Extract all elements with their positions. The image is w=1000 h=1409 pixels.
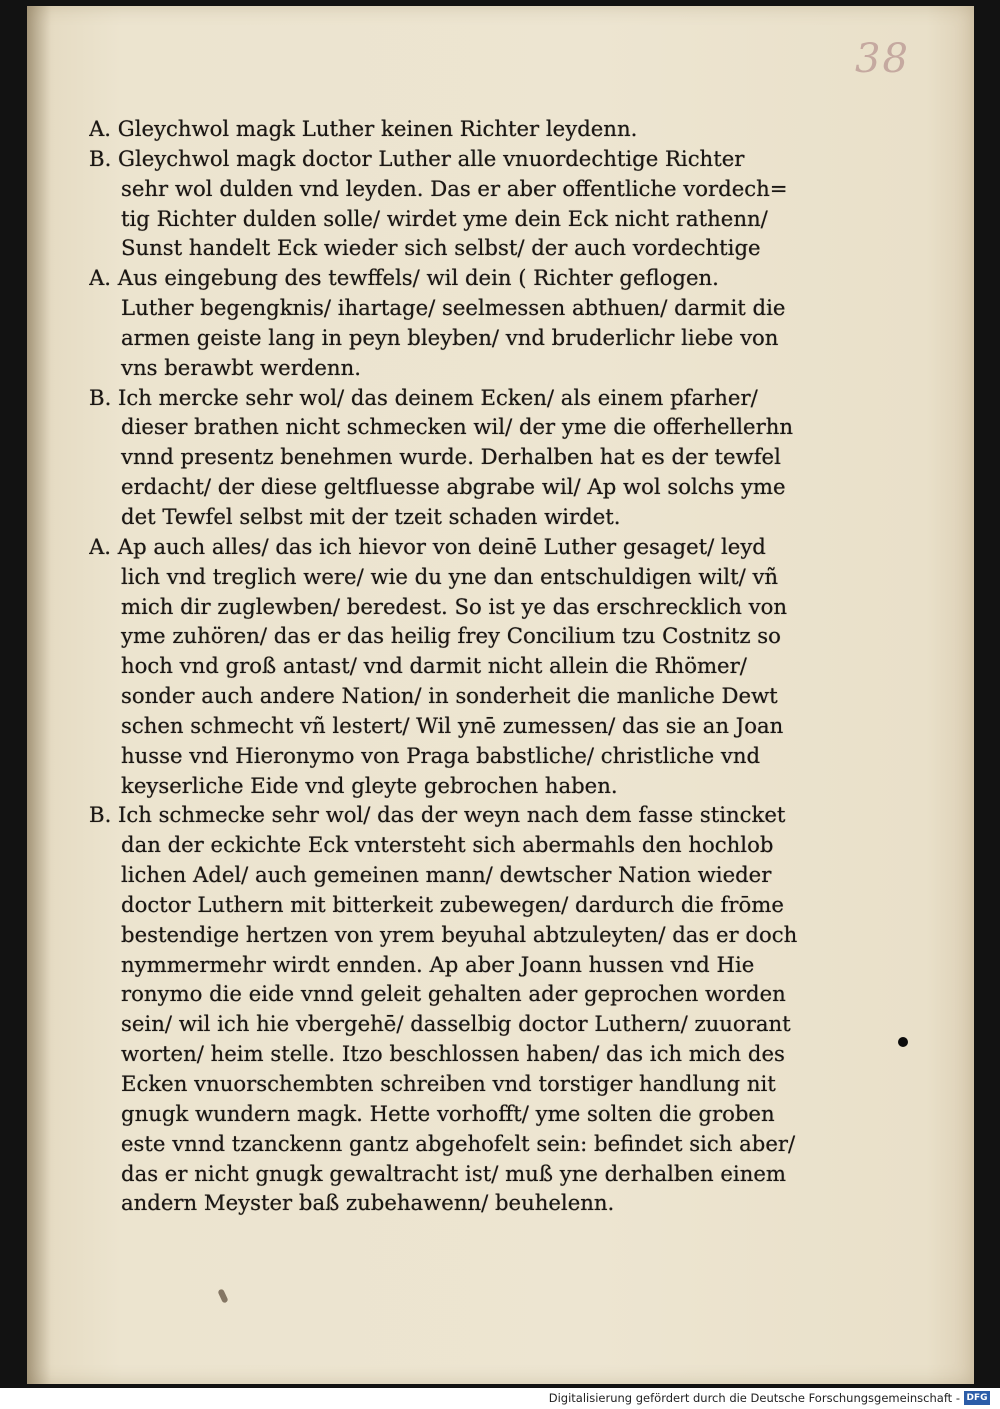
ink-speck [217,1288,228,1303]
text-line: Luther begengknis/ ihartage/ seelmessen abthuen/ darmit die [121,295,786,321]
dfg-logo: DFG [964,1391,990,1405]
text-line: dan der eckichte Eck vntersteht sich abermahls den hochlob [121,832,774,858]
text-line: mich dir zuglewben/ beredest. So ist ye das erschrecklich von [121,593,788,619]
text-line: erdacht/ der diese geltfluesse abgrabe wil/ Ap wol solchs yme [121,474,786,500]
text-line: vns berawbt werdenn. [121,354,361,380]
text-line: das er nicht gnugk gewaltracht ist/ muß yne derhalben einem [121,1160,786,1186]
text-line: lich vnd treglich were/ wie du yne dan entschuldigen wilt/ vñ [121,563,779,589]
text-line: lichen Adel/ auch gemeinen mann/ dewtscher Nation wieder [121,862,772,888]
gutter-shadow [27,6,51,1384]
text-line: armen geiste lang in peyn bleyben/ vnd bruderlichr liebe von [121,324,779,350]
text-line: tig Richter dulden solle/ wirdet yme dein Eck nicht rathenn/ [121,205,768,231]
text-line: worten/ heim stelle. Itzo beschlossen haben/ das ich mich des [121,1041,785,1067]
book-page [27,6,974,1384]
text-line: este vnnd tzanckenn gantz abgehofelt sein: befindet sich aber/ [121,1130,796,1156]
text-line: yme zuhören/ das er das heilig frey Concilium tzu Costnitz so [121,623,781,649]
text-line: det Tewfel selbst mit der tzeit schaden wirdet. [121,503,621,529]
text-line: B. Ich mercke sehr wol/ das deinem Ecken/ als einem pfarher/ [89,384,758,410]
text-line: sehr wol dulden vnd leyden. Das er aber offentliche vordech= [121,175,788,201]
text-line: andern Meyster baß zubehawenn/ beuhelenn. [121,1190,615,1216]
text-line: nymmermehr wirdt ennden. Ap aber Joann hussen vnd Hie [121,951,755,977]
text-line: vnnd presentz benehmen wurde. Derhalben hat es der tewfel [121,444,781,470]
text-line: doctor Luthern mit bitterkeit zubewegen/ dardurch die frōme [121,891,784,917]
text-line: sonder auch andere Nation/ in sonderheit die manliche Dewt [121,683,778,709]
text-line: gnugk wundern magk. Hette vorhofft/ yme solten die groben [121,1100,775,1126]
folio-number: 38 [855,36,910,82]
text-line: husse vnd Hieronymo von Praga babstliche/ christliche vnd [121,742,761,768]
footer-bar [0,1388,1000,1409]
text-line: B. Gleychwol magk doctor Luther alle vnuordechtige Richter [89,145,745,171]
text-line: A. Ap auch alles/ das ich hievor von deinē Luther gesaget/ leyd [89,533,766,559]
ink-dot [898,1037,908,1047]
text-line: sein/ wil ich hie vbergehē/ dasselbig doctor Luthern/ zuuorant [121,1011,791,1037]
text-line: Ecken vnuorschembten schreiben vnd torstiger handlung nit [121,1071,776,1096]
text-line: dieser brathen nicht schmecken wil/ der yme die offerhellerhn [121,414,794,440]
text-line: A. Aus eingebung des tewffels/ wil dein ( Richter geflogen. [89,265,719,291]
text-line: schen schmecht vñ lestert/ Wil ynē zumessen/ das sie an Joan [121,712,784,738]
text-line: ronymo die eide vnnd geleit gehalten ader geprochen worden [121,981,786,1007]
text-line: bestendige hertzen von yrem beyuhal abtzuleyten/ das er doch [121,921,798,947]
text-line: B. Ich schmecke sehr wol/ das der weyn nach dem fasse stincket [89,802,786,828]
page-text [89,114,829,1218]
text-line: Sunst handelt Eck wieder sich selbst/ der auch vordechtige [121,235,761,261]
text-line: keyserliche Eide vnd gleyte gebrochen haben. [121,772,618,798]
text-line: hoch vnd groß antast/ vnd darmit nicht allein die Rhömer/ [121,653,747,679]
funding-notice: Digitalisierung gefördert durch die Deutsche Forschungsgemeinschaft - [548,1391,960,1405]
text-line: A. Gleychwol magk Luther keinen Richter leydenn. [89,116,638,141]
